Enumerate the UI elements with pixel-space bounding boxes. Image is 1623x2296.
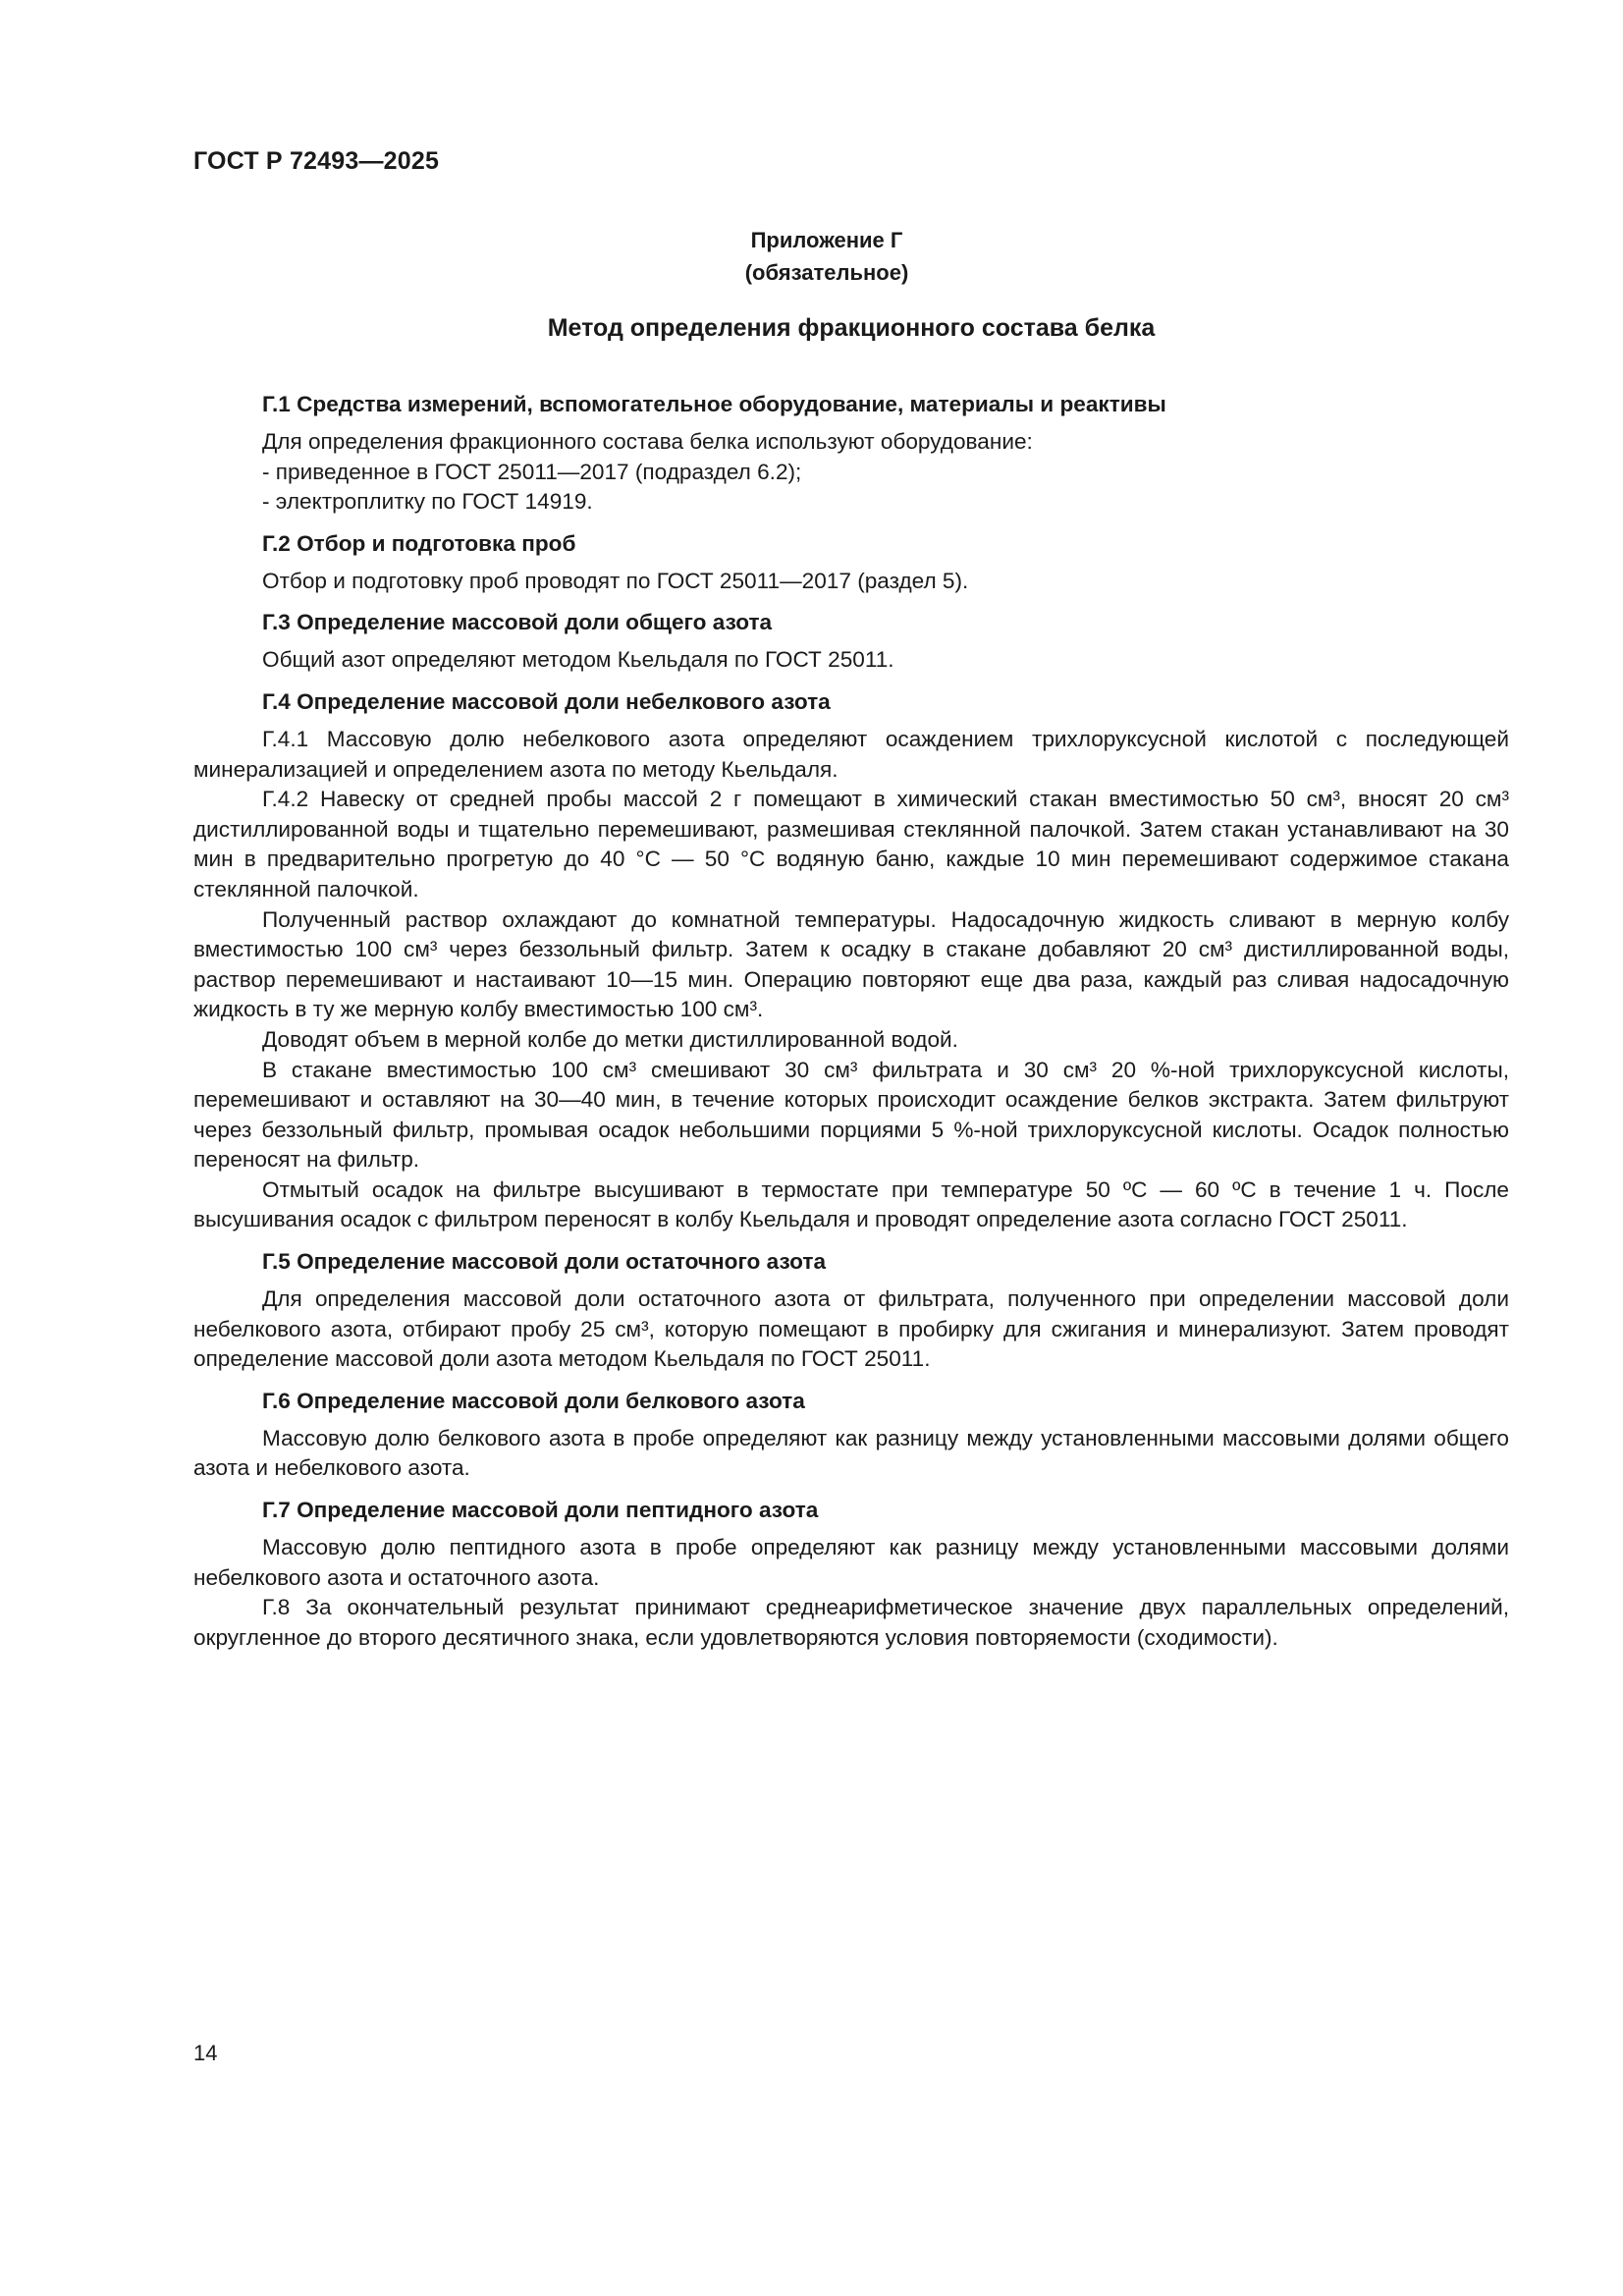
paragraph: Полученный раствор охлаждают до комнатной температуры. Надосадочную жидкость сливают в мерную колбу вместимостью 100 см³ через беззольный фильтр. Затем к осадку в стакане добавляют 20 см³ дистиллированной воды, раствор перемешивают и настаивают 10—15 мин. Операцию повторяют еще два раза, каждый раз сливая надосадочную жидкость в ту же мерную колбу вместимостью 100 см³.: [193, 906, 1509, 1022]
paragraph: Для определения массовой доли остаточного азота от фильтрата, полученного при определении массовой доли небелкового азота, отбирают пробу 25 см³, которую помещают в пробирку для сжигания и минерализуют. Затем проводят определение массовой доли азота методом Кьельдаля по ГОСТ 25011.: [193, 1286, 1509, 1372]
section-heading: Г.1 Средства измерений, вспомогательное оборудование, материалы и реактивы: [262, 392, 1166, 416]
paragraph: Массовую долю белкового азота в пробе определяют как разницу между установленными массовыми долями общего азота и небелкового азота.: [193, 1425, 1509, 1481]
list-item: - приведенное в ГОСТ 25011—2017 (подраздел 6.2);: [262, 459, 802, 484]
paragraph: Г.4.2 Навеску от средней пробы массой 2 г помещают в химический стакан вместимостью 50 см³, вносят 20 см³ дистиллированной воды и тщательно перемешивают, размешивая стеклянной палочкой. Затем стакан устанавливают на 30 мин в предварительно прогретую до 40 °С — 50 °С водяную баню, каждые 10 мин перемешивают содержимое стакана стеклянной палочкой.: [193, 787, 1509, 902]
appendix-label: Приложение Г: [750, 228, 903, 252]
section-g6: [193, 1387, 1509, 1484]
page-number: 14: [193, 2041, 218, 2065]
paragraph: Массовую долю пептидного азота в пробе определяют как разницу между установленными массовыми долями небелкового азота и остаточного азота.: [193, 1535, 1509, 1590]
paragraph: Отмытый осадок на фильтре высушивают в термостате при температуре 50 ºС — 60 ºС в течение 1 ч. После высушивания осадок с фильтром переносят в колбу Кьельдаля и проводят определение азота согласно ГОСТ 25011.: [193, 1176, 1509, 1232]
section-text: Отбор и подготовку проб проводят по ГОСТ 25011—2017 (раздел 5).: [262, 568, 969, 593]
section-text: Для определения фракционного состава белка используют оборудование:: [262, 429, 1033, 454]
section-g2: [193, 529, 1509, 597]
section-g5: [193, 1247, 1509, 1375]
section-heading: Г.7 Определение массовой доли пептидного азота: [262, 1498, 819, 1523]
section-g1: [193, 390, 1509, 518]
section-heading: Г.6 Определение массовой доли белкового азота: [262, 1388, 805, 1413]
document-body: [193, 390, 1509, 1653]
paragraph: Г.4.1 Массовую долю небелкового азота определяют осаждением трихлоруксусной кислотой с последующей минерализацией и определением азота по методу Кьельдаля.: [193, 726, 1509, 782]
paragraph: Доводят объем в мерной колбе до метки дистиллированной водой.: [262, 1026, 958, 1052]
document-code: ГОСТ Р 72493—2025: [193, 147, 440, 175]
section-text: Общий азот определяют методом Кьельдаля по ГОСТ 25011.: [262, 647, 894, 673]
appendix-heading: [193, 224, 1460, 289]
section-heading: Г.3 Определение массовой доли общего азота: [262, 610, 773, 635]
list-item: - электроплитку по ГОСТ 14919.: [262, 489, 593, 515]
section-g4: [193, 687, 1509, 1235]
equipment-list: [193, 458, 1509, 518]
section-g3: [193, 608, 1509, 676]
document-title: Метод определения фракционного состава белка: [547, 314, 1156, 342]
section-heading: Г.5 Определение массовой доли остаточного азота: [262, 1249, 827, 1275]
paragraph: Г.8 За окончательный результат принимают среднеарифметическое значение двух параллельных определений, округленное до второго десятичного знака, если удовлетворяются условия повторяемости (сходимости).: [193, 1595, 1509, 1650]
appendix-status: (обязательное): [744, 260, 909, 285]
section-g7: [193, 1496, 1509, 1653]
paragraph: В стакане вместимостью 100 см³ смешивают 30 см³ фильтрата и 30 см³ 20 %-ной трихлоруксусной кислоты, перемешивают и оставляют на 30—40 мин, в течение которых происходит осаждение белков экстракта. Затем фильтруют через беззольный фильтр, промывая осадок небольшими порциями 5 %-ной трихлоруксусной кислоты. Осадок полностью переносят на фильтр.: [193, 1057, 1509, 1173]
section-heading: Г.4 Определение массовой доли небелкового азота: [262, 688, 831, 714]
section-heading: Г.2 Отбор и подготовка проб: [262, 530, 576, 556]
